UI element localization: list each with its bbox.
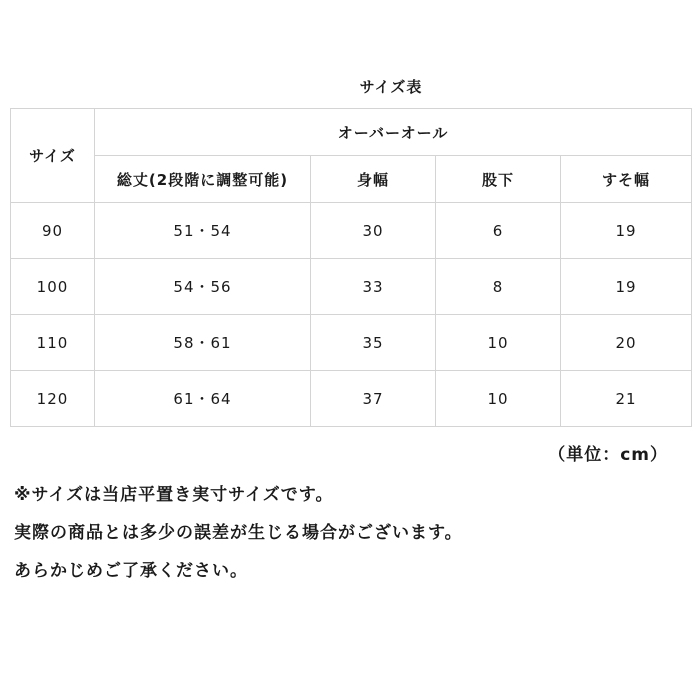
- body-width-cell: 35: [311, 315, 436, 371]
- page-title: サイズ表: [359, 78, 423, 96]
- size-cell: 120: [11, 371, 95, 427]
- note-line-2: 実際の商品とは多少の誤差が生じる場合がございます。: [14, 523, 463, 543]
- hem-width-cell: 19: [561, 203, 692, 259]
- column-header-hem-width: すそ幅: [561, 156, 692, 203]
- total-length-cell: 61・64: [95, 371, 311, 427]
- table-row: [11, 259, 692, 315]
- table-header-row: [11, 109, 692, 156]
- inseam-cell: 10: [436, 371, 561, 427]
- table-row: [11, 371, 692, 427]
- total-length-cell: 51・54: [95, 203, 311, 259]
- column-header-row: [11, 156, 692, 203]
- size-header: サイズ: [11, 109, 95, 203]
- unit-note: （単位：cm）: [548, 445, 668, 465]
- inseam-cell: 6: [436, 203, 561, 259]
- size-table: [10, 108, 692, 427]
- total-length-cell: 54・56: [95, 259, 311, 315]
- size-cell: 90: [11, 203, 95, 259]
- total-length-cell: 58・61: [95, 315, 311, 371]
- column-header-total-length: 総丈(2段階に調整可能): [95, 156, 311, 203]
- table-row: [11, 203, 692, 259]
- size-cell: 100: [11, 259, 95, 315]
- inseam-cell: 10: [436, 315, 561, 371]
- body-width-cell: 30: [311, 203, 436, 259]
- hem-width-cell: 21: [561, 371, 692, 427]
- body-width-cell: 33: [311, 259, 436, 315]
- body-width-cell: 37: [311, 371, 436, 427]
- hem-width-cell: 20: [561, 315, 692, 371]
- inseam-cell: 8: [436, 259, 561, 315]
- column-header-body-width: 身幅: [311, 156, 436, 203]
- size-cell: 110: [11, 315, 95, 371]
- column-header-inseam: 股下: [436, 156, 561, 203]
- table-row: [11, 315, 692, 371]
- note-line-3: あらかじめご了承ください。: [14, 561, 248, 581]
- group-header: オーバーオール: [95, 109, 692, 156]
- hem-width-cell: 19: [561, 259, 692, 315]
- note-line-1: ※サイズは当店平置き実寸サイズです。: [14, 485, 334, 505]
